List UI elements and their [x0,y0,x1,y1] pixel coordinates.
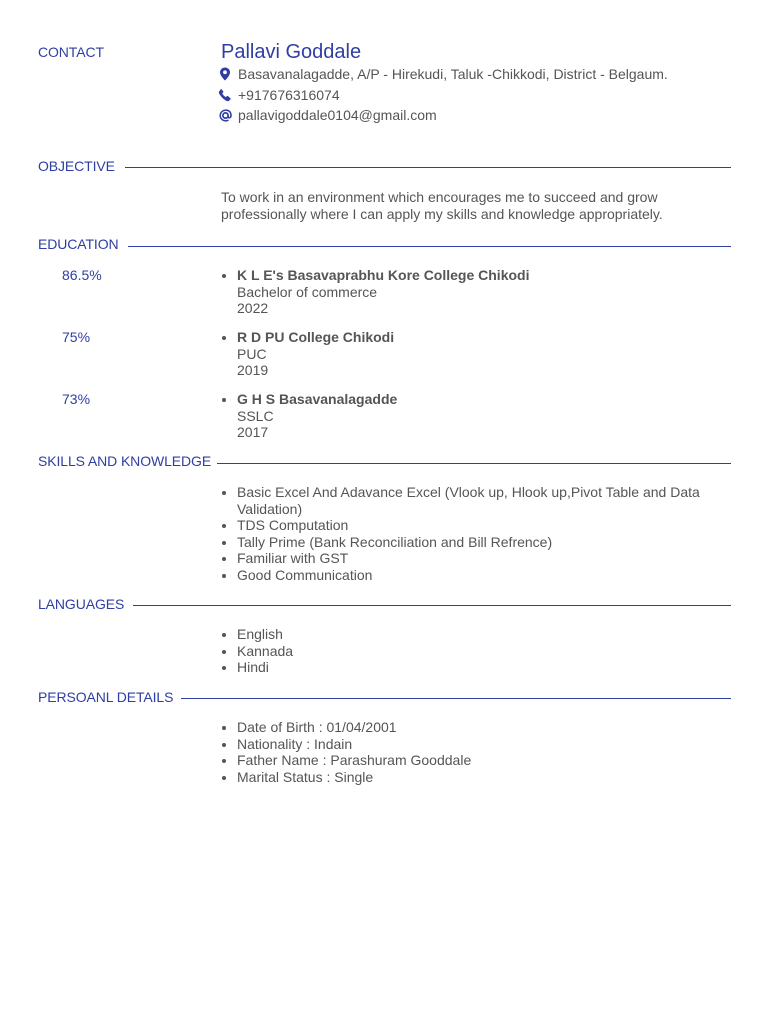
skills-section-label: SKILLS AND KNOWLEDGE [38,453,212,469]
personal-list-container [221,719,711,785]
education-score: 75% [62,329,91,345]
education-divider [128,246,731,247]
address-text: Basavanalagadde, A/P - Hirekudi, Taluk -Chikkodi, District - Belgaum. [238,66,668,82]
skill-item: TDS Computation [221,517,711,534]
personal-list [221,719,711,785]
personal-section-label: PERSOANL DETAILS [38,689,174,705]
at-sign-icon [217,107,233,123]
objective-divider [125,167,731,168]
skill-item: Basic Excel And Adavance Excel (Vlook up, Hlook up,Pivot Table and Data Validation) [221,484,711,517]
skills-divider [217,463,731,464]
language-item: Kannada [221,643,711,660]
skills-list-container [221,484,711,583]
personal-detail-item: Nationality : Indain [221,736,711,753]
skill-item: Tally Prime (Bank Reconciliation and Bill Refrence) [221,534,711,551]
email-row [217,106,437,124]
skill-item: Familiar with GST [221,550,711,567]
language-item: English [221,626,711,643]
education-score: 86.5% [62,267,102,283]
address-row [217,65,668,83]
education-course: SSLC [237,407,274,424]
phone-icon [217,87,233,103]
personal-divider [181,698,731,699]
education-score: 73% [62,391,91,407]
education-course: PUC [237,345,267,362]
objective-section-label: OBJECTIVE [38,158,115,174]
education-course: Bachelor of commerce [237,283,378,300]
education-year: 2022 [237,300,269,316]
education-year: 2017 [237,424,269,440]
languages-section-label: LANGUAGES [38,596,125,612]
personal-detail-item: Marital Status : Single [221,769,711,786]
map-pin-icon [217,66,233,82]
personal-detail-item: Date of Birth : 01/04/2001 [221,719,711,736]
language-item: Hindi [221,659,711,676]
education-institution: K L E's Basavaprabhu Kore College Chikodi [221,267,721,284]
personal-detail-item: Father Name : Parashuram Gooddale [221,752,711,769]
phone-row [217,86,340,104]
education-institution: R D PU College Chikodi [221,329,721,346]
education-entry [221,267,721,317]
education-entry [221,329,721,379]
languages-list-container [221,626,711,676]
objective-text: To work in an environment which encourages me to succeed and grow professionally where I can apply my skills and knowledge appropriately. [221,189,663,222]
skills-list [221,484,711,583]
languages-divider [133,605,731,606]
skill-item: Good Communication [221,567,711,584]
education-entry [221,391,721,441]
languages-list [221,626,711,676]
education-institution: G H S Basavanalagadde [221,391,721,408]
email-text: pallavigoddale0104@gmail.com [238,107,437,123]
education-year: 2019 [237,362,269,378]
candidate-name: Pallavi Goddale [221,41,362,63]
education-section-label: EDUCATION [38,236,119,252]
contact-section-label: CONTACT [38,44,104,60]
phone-text: +917676316074 [238,87,340,103]
